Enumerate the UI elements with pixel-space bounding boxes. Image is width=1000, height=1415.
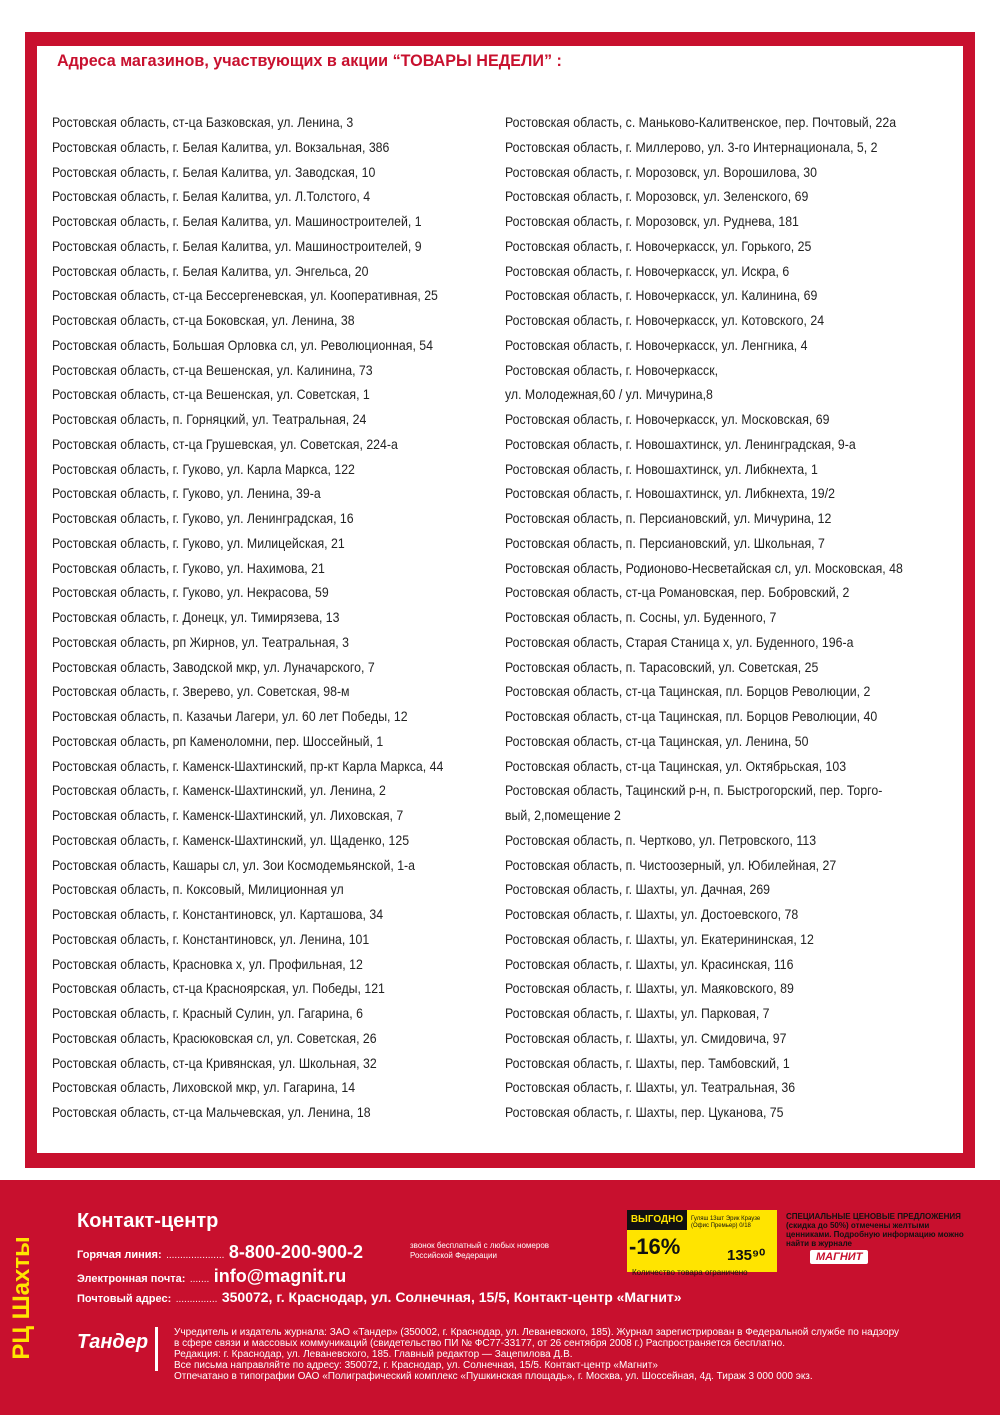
address-item: Ростовская область, ст-ца Вешенская, ул. Калинина, 73 <box>52 361 373 378</box>
address-item: Ростовская область, ст-ца Боковская, ул. Ленина, 38 <box>52 312 355 328</box>
address-item: Ростовская область, ст-ца Бессергеневская, ул. Кооперативная, 25 <box>52 287 438 304</box>
address-item: Ростовская область, п. Сосны, ул. Буденного, 7 <box>505 609 777 625</box>
address-item: Ростовская область, ст-ца Кривянская, ул. Школьная, 32 <box>52 1054 377 1071</box>
address-item: Ростовская область, г. Каменск-Шахтинский, ул. Лиховская, 7 <box>52 807 404 823</box>
address-item: Ростовская область, г. Морозовск, ул. Ворошилова, 30 <box>505 163 817 180</box>
address-item: Ростовская область, ст-ца Тацинская, пл. Борцов Революции, 40 <box>505 708 878 724</box>
address-item: Ростовская область, г. Каменск-Шахтинский, ул. Ленина, 2 <box>52 782 386 799</box>
address-item: Ростовская область, г. Шахты, ул. Парковая, 7 <box>505 1005 770 1021</box>
address-item: Ростовская область, г. Шахты, ул. Достоевского, 78 <box>505 906 799 922</box>
promo-badge: ВЫГОДНО <box>627 1210 687 1230</box>
address-item: Ростовская область, ст-ца Мальчевская, ул. Ленина, 18 <box>52 1104 371 1120</box>
dot-leader: ..................... <box>166 1250 225 1261</box>
address-item: Ростовская область, Большая Орловка сл, ул. Революционная, 54 <box>52 336 433 353</box>
address-item: Ростовская область, г. Белая Калитва, ул. Энгельса, 20 <box>52 262 369 279</box>
address-item: Ростовская область, г. Гуково, ул. Нахимова, 21 <box>52 559 325 576</box>
legal-line: Редакция: г. Краснодар, ул. Леваневского, 185. Главный редактор — Зацепилова Д.В. <box>174 1349 573 1360</box>
address-item: Ростовская область, г. Белая Калитва, ул. Заводская, 10 <box>52 163 376 180</box>
region-text: РЦ Шахты <box>8 1235 35 1360</box>
address-item: Ростовская область, г. Новочеркасск, ул. Московская, 69 <box>505 411 830 427</box>
promo-note: Количество товара ограничено <box>632 1268 748 1277</box>
address-item: Ростовская область, г. Новочеркасск, ул. Ленгника, 4 <box>505 336 808 353</box>
postal-row <box>77 1289 682 1307</box>
address-item: Ростовская область, г. Морозовск, ул. Руднева, 181 <box>505 213 799 229</box>
address-item: Ростовская область, г. Новошахтинск, ул. Либкнехта, 1 <box>505 460 818 477</box>
legal-line: Отпечатано в типографии ОАО «Полиграфический комплекс «Пушкинская площадь», г. Москва, ул. Шоссейная, 4д. Тираж 3 000 000 экз. <box>174 1371 813 1382</box>
postal-address: 350072, г. Краснодар, ул. Солнечная, 15/5, Контакт-центр «Магнит» <box>221 1289 682 1305</box>
hotline-label: Горячая линия: <box>77 1249 162 1261</box>
address-item: Ростовская область, г. Гуково, ул. Ленинградская, 16 <box>52 510 354 526</box>
address-item: Ростовская область, ст-ца Базковская, ул. Ленина, 3 <box>52 114 354 130</box>
address-item: Ростовская область, г. Шахты, ул. Театральная, 36 <box>505 1079 796 1096</box>
address-item: Ростовская область, г. Зверево, ул. Советская, 98-м <box>52 683 350 700</box>
tander-logo-text: Тандер <box>77 1331 149 1353</box>
address-item: Ростовская область, Заводской мкр, ул. Луначарского, 7 <box>52 658 375 675</box>
hotline-row <box>77 1242 363 1263</box>
address-item: Ростовская область, г. Новочеркасск, <box>505 361 719 378</box>
tander-logo <box>77 1327 157 1371</box>
address-item: Ростовская область, г. Каменск-Шахтинский, ул. Щаденко, 125 <box>52 831 410 848</box>
address-item: Ростовская область, п. Горняцкий, ул. Театральная, 24 <box>52 411 367 427</box>
address-item: Ростовская область, п. Чистоозерный, ул. Юбилейная, 27 <box>505 856 837 873</box>
address-item: Ростовская область, ст-ца Тацинская, ул. Октябрьская, 103 <box>505 757 847 774</box>
address-item: Ростовская область, г. Новочеркасск, ул. Калинина, 69 <box>505 287 818 304</box>
address-item: ул. Молодежная,60 / ул. Мичурина,8 <box>505 386 713 403</box>
address-item: Ростовская область, рп Жирнов, ул. Театральная, 3 <box>52 633 349 650</box>
address-item: Ростовская область, г. Шахты, ул. Дачная, 269 <box>505 881 771 898</box>
address-item: Ростовская область, рп Каменоломни, пер. Шоссейный, 1 <box>52 732 384 749</box>
legal-text <box>174 1327 899 1382</box>
address-item: Ростовская область, Родионово-Несветайская сл, ул. Московская, 48 <box>505 559 903 576</box>
address-item: Ростовская область, г. Каменск-Шахтинский, пр-кт Карла Маркса, 44 <box>52 757 444 774</box>
address-item: Ростовская область, г. Шахты, пер. Тамбовский, 1 <box>505 1054 790 1071</box>
postal-label: Почтовый адрес: <box>77 1293 172 1305</box>
address-item: Ростовская область, Кашары сл, ул. Зои Космодемьянской, 1-а <box>52 856 416 873</box>
address-item: Ростовская область, г. Новочеркасск, ул. Искра, 6 <box>505 262 790 279</box>
page-title: Адреса магазинов, участвующих в акции “ТОВАРЫ НЕДЕЛИ” : <box>57 51 562 70</box>
address-item: Ростовская область, ст-ца Грушевская, ул. Советская, 224-а <box>52 435 398 452</box>
address-item: Ростовская область, Тацинский р-н, п. Быстрогорский, пер. Торго- <box>505 782 883 799</box>
address-item: Ростовская область, с. Маньково-Калитвенское, пер. Почтовый, 22а <box>505 114 897 130</box>
dot-leader: ............... <box>175 1294 218 1305</box>
dot-leader: ....... <box>189 1274 210 1285</box>
address-item: Ростовская область, Красюковская сл, ул. Советская, 26 <box>52 1029 377 1046</box>
hotline-note: звонок бесплатный с любых номеров Российской Федерации <box>410 1241 550 1260</box>
contact-center-title: Контакт-центр <box>77 1210 219 1232</box>
address-item: Ростовская область, ст-ца Тацинская, ул. Ленина, 50 <box>505 732 809 749</box>
address-item: Ростовская область, г. Новошахтинск, ул. Либкнехта, 19/2 <box>505 485 835 502</box>
address-item: Ростовская область, г. Новошахтинск, ул. Ленинградская, 9-а <box>505 435 856 452</box>
address-item: Ростовская область, ст-ца Красноярская, ул. Победы, 121 <box>52 980 385 997</box>
address-item: Ростовская область, г. Шахты, пер. Цуканова, 75 <box>505 1104 784 1120</box>
address-item: Ростовская область, Старая Станица х, ул. Буденного, 196-а <box>505 633 854 650</box>
address-item: Ростовская область, г. Красный Сулин, ул. Гагарина, 6 <box>52 1005 363 1021</box>
special-offers-text: СПЕЦИАЛЬНЫЕ ЦЕНОВЫЕ ПРЕДЛОЖЕНИЯ (скидка до 50%) отмечены желтыми ценниками. Подробную информацию можно найти в журнале <box>786 1212 964 1248</box>
address-item: Ростовская область, г. Морозовск, ул. Зеленского, 69 <box>505 188 809 205</box>
address-item: Ростовская область, г. Новочеркасск, ул. Горького, 25 <box>505 237 812 254</box>
region-label <box>4 1180 40 1415</box>
address-item: Ростовская область, г. Гуково, ул. Некрасова, 59 <box>52 584 329 601</box>
address-item: Ростовская область, г. Белая Калитва, ул. Машиностроителей, 1 <box>52 213 422 229</box>
promo-price: 135⁹⁰ <box>727 1247 766 1264</box>
address-item: Ростовская область, п. Коксовый, Милиционная ул <box>52 881 344 898</box>
address-item: Ростовская область, Красновка х, ул. Профильная, 12 <box>52 955 363 972</box>
magnit-logo: МАГНИТ <box>810 1250 868 1264</box>
logo-divider <box>155 1327 158 1371</box>
hotline-number[interactable]: 8-800-200-900-2 <box>228 1242 363 1262</box>
promo-product: Гуляш 13шт Эрик Краузе (Офис Премьер) 0/18 <box>691 1216 761 1229</box>
address-column-left <box>52 110 497 1125</box>
address-item: Ростовская область, г. Белая Калитва, ул. Л.Толстого, 4 <box>52 188 371 205</box>
address-item: Ростовская область, г. Белая Калитва, ул. Машиностроителей, 9 <box>52 237 422 254</box>
address-item: Ростовская область, г. Шахты, ул. Маяковского, 89 <box>505 980 794 997</box>
email-link[interactable]: info@magnit.ru <box>213 1266 347 1286</box>
address-item: Ростовская область, Лиховской мкр, ул. Гагарина, 14 <box>52 1079 356 1096</box>
address-item: Ростовская область, п. Персиановский, ул. Мичурина, 12 <box>505 510 832 526</box>
legal-line: Все письма направляйте по адресу: 350072, г. Краснодар, ул. Солнечная, 15/5. Контакт-центр «Магнит» <box>174 1360 658 1371</box>
address-item: Ростовская область, г. Белая Калитва, ул. Вокзальная, 386 <box>52 138 390 155</box>
address-item: Ростовская область, п. Персиановский, ул. Школьная, 7 <box>505 534 825 551</box>
address-item: Ростовская область, ст-ца Романовская, пер. Бобровский, 2 <box>505 584 850 601</box>
address-item: Ростовская область, г. Новочеркасск, ул. Котовского, 24 <box>505 312 825 328</box>
address-item: Ростовская область, ст-ца Вешенская, ул. Советская, 1 <box>52 386 370 403</box>
legal-line: в сфере связи и массовых коммуникаций (свидетельство ПИ № ФС77-33177, от 26 сентября 2008 г.) Распространяется бесплатно. <box>174 1338 785 1349</box>
price-tag-sample <box>627 1210 777 1272</box>
promo-percent: -16% <box>629 1234 681 1259</box>
email-row <box>77 1266 346 1287</box>
address-item: Ростовская область, п. Тарасовский, ул. Советская, 25 <box>505 658 819 675</box>
address-item: Ростовская область, ст-ца Тацинская, пл. Борцов Революции, 2 <box>505 683 871 700</box>
address-item: Ростовская область, г. Шахты, ул. Смидовича, 97 <box>505 1029 787 1046</box>
email-label: Электронная почта: <box>77 1273 186 1285</box>
address-item: Ростовская область, г. Константиновск, ул. Карташова, 34 <box>52 906 384 922</box>
address-item: Ростовская область, г. Донецк, ул. Тимирязева, 13 <box>52 609 340 625</box>
address-column-right <box>505 110 957 1125</box>
address-item: Ростовская область, п. Чертково, ул. Петровского, 113 <box>505 831 817 848</box>
address-item: вый, 2,помещение 2 <box>505 807 621 823</box>
address-item: Ростовская область, г. Шахты, ул. Екатерининская, 12 <box>505 930 814 947</box>
address-item: Ростовская область, г. Гуково, ул. Милицейская, 21 <box>52 534 345 551</box>
address-item: Ростовская область, г. Гуково, ул. Карла Маркса, 122 <box>52 460 355 477</box>
address-item: Ростовская область, г. Гуково, ул. Ленина, 39-а <box>52 485 321 502</box>
address-item: Ростовская область, г. Константиновск, ул. Ленина, 101 <box>52 930 370 947</box>
address-item: Ростовская область, п. Казачьи Лагери, ул. 60 лет Победы, 12 <box>52 708 408 724</box>
legal-line: Учредитель и издатель журнала: ЗАО «Тандер» (350002, г. Краснодар, ул. Леваневского, 185). Журнал зарегистрирован в Федеральной службе по надзору <box>174 1327 900 1338</box>
address-item: Ростовская область, г. Шахты, ул. Красинская, 116 <box>505 955 794 972</box>
address-item: Ростовская область, г. Миллерово, ул. 3-го Интернационала, 5, 2 <box>505 138 878 155</box>
